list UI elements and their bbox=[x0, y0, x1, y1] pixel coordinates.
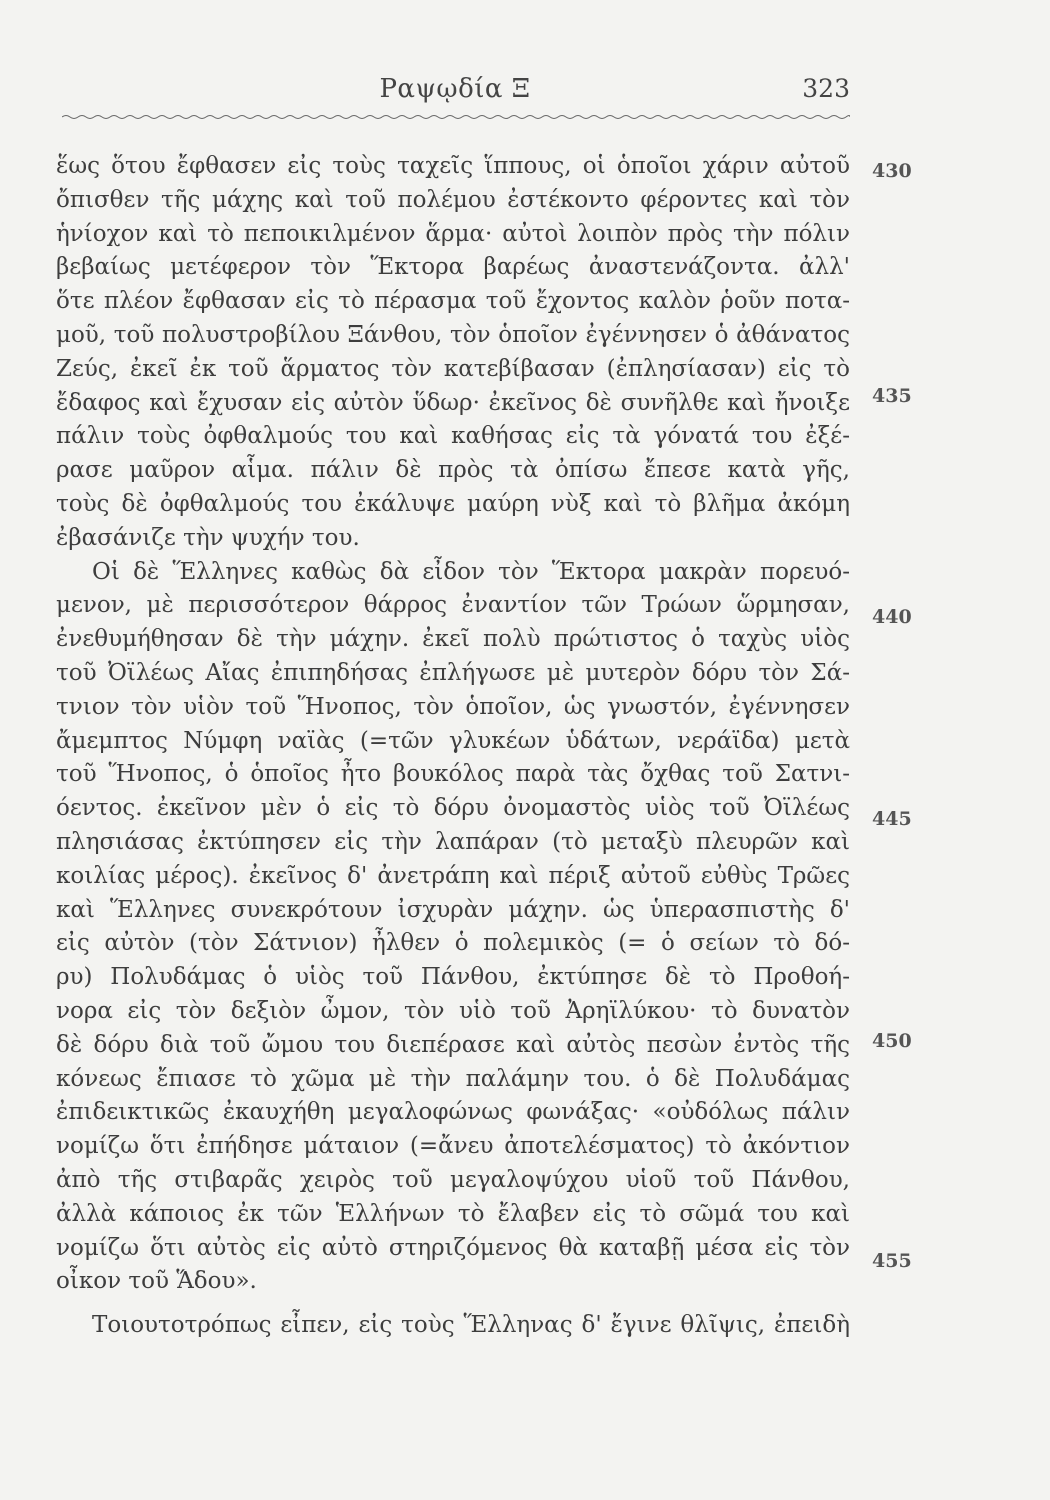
text-line: μενον, μὲ περισσότερον θάρρος ἐναντίον τῶν Τρώων ὥρμησαν, bbox=[56, 592, 850, 619]
text-line: μοῦ, τοῦ πολυστροβίλου Ξάνθου, τὸν ὁποῖον ἐγέννησεν ὁ ἀθάνατος bbox=[56, 321, 850, 348]
line-number-445: 445 bbox=[872, 808, 912, 830]
page-number: 323 bbox=[802, 74, 850, 103]
text-line: ὄπισθεν τῆς μάχης καὶ τοῦ πολέμου ἐστέκοντο φέροντες καὶ τὸν bbox=[56, 186, 850, 213]
text-line: τνιον τὸν υἱὸν τοῦ Ἥνοπος, τὸν ὁποῖον, ὡς γνωστόν, ἐγέννησεν bbox=[56, 693, 850, 720]
text-line: ὅτε πλέον ἔφθασαν εἰς τὸ πέρασμα τοῦ ἔχοντος καλὸν ῥοῦν ποτα- bbox=[56, 288, 850, 315]
text-line: ἐβασάνιζε τὴν ψυχήν του. bbox=[56, 524, 360, 551]
text-line: ἄμεμπτος Νύμφη ναϊὰς (=τῶν γλυκέων ὑδάτων, νεράϊδα) μετὰ bbox=[56, 727, 850, 754]
text-line: οἶκον τοῦ Ἅδου». bbox=[56, 1268, 257, 1295]
line-number-440: 440 bbox=[872, 606, 912, 628]
text-line: ἐνεθυμήθησαν δὲ τὴν μάχην. ἐκεῖ πολὺ πρώτιστος ὁ ταχὺς υἱὸς bbox=[56, 626, 850, 653]
text-line: εἰς αὐτὸν (τὸν Σάτνιον) ἦλθεν ὁ πολεμικὸς (= ὁ σείων τὸ δό- bbox=[56, 930, 850, 957]
text-line: πάλιν τοὺς ὀφθαλμούς του καὶ καθήσας εἰς τὰ γόνατά του ἐξέ- bbox=[56, 423, 850, 450]
text-line: ἀπὸ τῆς στιβαρᾶς χειρὸς τοῦ μεγαλοψύχου υἱοῦ τοῦ Πάνθου, bbox=[56, 1166, 850, 1193]
paragraph bbox=[56, 150, 850, 556]
running-title: Ραψῳδία Ξ bbox=[379, 74, 531, 104]
text-line: Οἱ δὲ Ἕλληνες καθὼς δὰ εἶδον τὸν Ἕκτορα μακρὰν πορευό- bbox=[92, 558, 850, 585]
paragraph bbox=[56, 556, 850, 1300]
line-number-450: 450 bbox=[872, 1030, 912, 1052]
text-line: Ζεύς, ἐκεῖ ἐκ τοῦ ἅρματος τὸν κατεβίβασαν (ἐπλησίασαν) εἰς τὸ bbox=[56, 355, 850, 382]
text-line: βεβαίως μετέφερον τὸν Ἕκτορα βαρέως ἀναστενάζοντα. ἀλλ' bbox=[56, 254, 850, 281]
text-line: ρασε μαῦρον αἷμα. πάλιν δὲ πρὸς τὰ ὀπίσω ἔπεσε κατὰ γῆς, bbox=[56, 457, 850, 484]
text-line: νορα εἰς τὸν δεξιὸν ὦμον, τὸν υἱὸ τοῦ Ἀρηϊλύκου· τὸ δυνατὸν bbox=[56, 997, 850, 1024]
line-number-435: 435 bbox=[872, 385, 912, 407]
text-line: δὲ δόρυ διὰ τοῦ ὤμου του διεπέρασε καὶ αὐτὸς πεσὼν ἐντὸς τῆς bbox=[56, 1031, 850, 1058]
header-rule bbox=[62, 114, 850, 120]
paragraph bbox=[56, 1309, 850, 1343]
text-line: ἕως ὅτου ἔφθασεν εἰς τοὺς ταχεῖς ἵππους, οἱ ὁποῖοι χάριν αὐτοῦ bbox=[56, 153, 850, 179]
line-number-455: 455 bbox=[872, 1250, 912, 1272]
text-line: τοῦ Ὀϊλέως Αἴας ἐπιπηδήσας ἐπλήγωσε μὲ μυτερὸν δόρυ τὸν Σά- bbox=[56, 659, 850, 686]
text-line: ἡνίοχον καὶ τὸ πεποικιλμένον ἅρμα· αὐτοὶ λοιπὸν πρὸς τὴν πόλιν bbox=[56, 220, 850, 247]
text-line: κοιλίας μέρος). ἐκεῖνος δ' ἀνετράπη καὶ πέριξ αὐτοῦ εὐθὺς Τρῶες bbox=[56, 862, 850, 889]
text-line: νομίζω ὅτι ἐπήδησε μάταιον (=ἄνευ ἀποτελέσματος) τὸ ἀκόντιον bbox=[56, 1133, 850, 1160]
text-line: καὶ Ἕλληνες συνεκρότουν ἰσχυρὰν μάχην. ὡς ὑπερασπιστὴς δ' bbox=[56, 896, 850, 923]
text-line: νομίζω ὅτι αὐτὸς εἰς αὐτὸ στηριζόμενος θὰ καταβῇ μέσα εἰς τὸν bbox=[56, 1234, 850, 1261]
text-line: τοῦ Ἥνοπος, ὁ ὁποῖος ἦτο βουκόλος παρὰ τὰς ὄχθας τοῦ Σατνι- bbox=[56, 761, 850, 788]
text-line: όεντος. ἐκεῖνον μὲν ὁ εἰς τὸ δόρυ ὀνομαστὸς υἱὸς τοῦ Ὀϊλέως bbox=[56, 795, 850, 822]
text-line: τοὺς δὲ ὀφθαλμούς του ἐκάλυψε μαύρη νὺξ καὶ τὸ βλῆμα ἀκόμη bbox=[56, 490, 850, 517]
text-line: Τοιουτοτρόπως εἶπεν, εἰς τοὺς Ἕλληνας δ' ἔγινε θλῖψις, ἐπειδὴ bbox=[92, 1312, 850, 1339]
text-line: ρυ) Πολυδάμας ὁ υἱὸς τοῦ Πάνθου, ἐκτύπησε δὲ τὸ Προθοή- bbox=[56, 964, 850, 991]
line-number-430: 430 bbox=[872, 160, 912, 182]
body-text bbox=[56, 150, 850, 1343]
text-line: ἀλλὰ κάποιος ἐκ τῶν Ἑλλήνων τὸ ἔλαβεν εἰς τὸ σῶμά του καὶ bbox=[56, 1200, 850, 1227]
text-line: κόνεως ἔπιασε τὸ χῶμα μὲ τὴν παλάμην του. ὁ δὲ Πολυδάμας bbox=[56, 1065, 850, 1092]
text-line: πλησιάσας ἐκτύπησεν εἰς τὴν λαπάραν (τὸ μεταξὺ πλευρῶν καὶ bbox=[56, 828, 850, 855]
page-header bbox=[60, 72, 850, 112]
text-line: ἔδαφος καὶ ἔχυσαν εἰς αὐτὸν ὕδωρ· ἐκεῖνος δὲ συνῆλθε καὶ ἤνοιξε bbox=[56, 389, 850, 416]
text-line: ἐπιδεικτικῶς ἐκαυχήθη μεγαλοφώνως φωνάξας· «οὐδόλως πάλιν bbox=[56, 1099, 850, 1126]
